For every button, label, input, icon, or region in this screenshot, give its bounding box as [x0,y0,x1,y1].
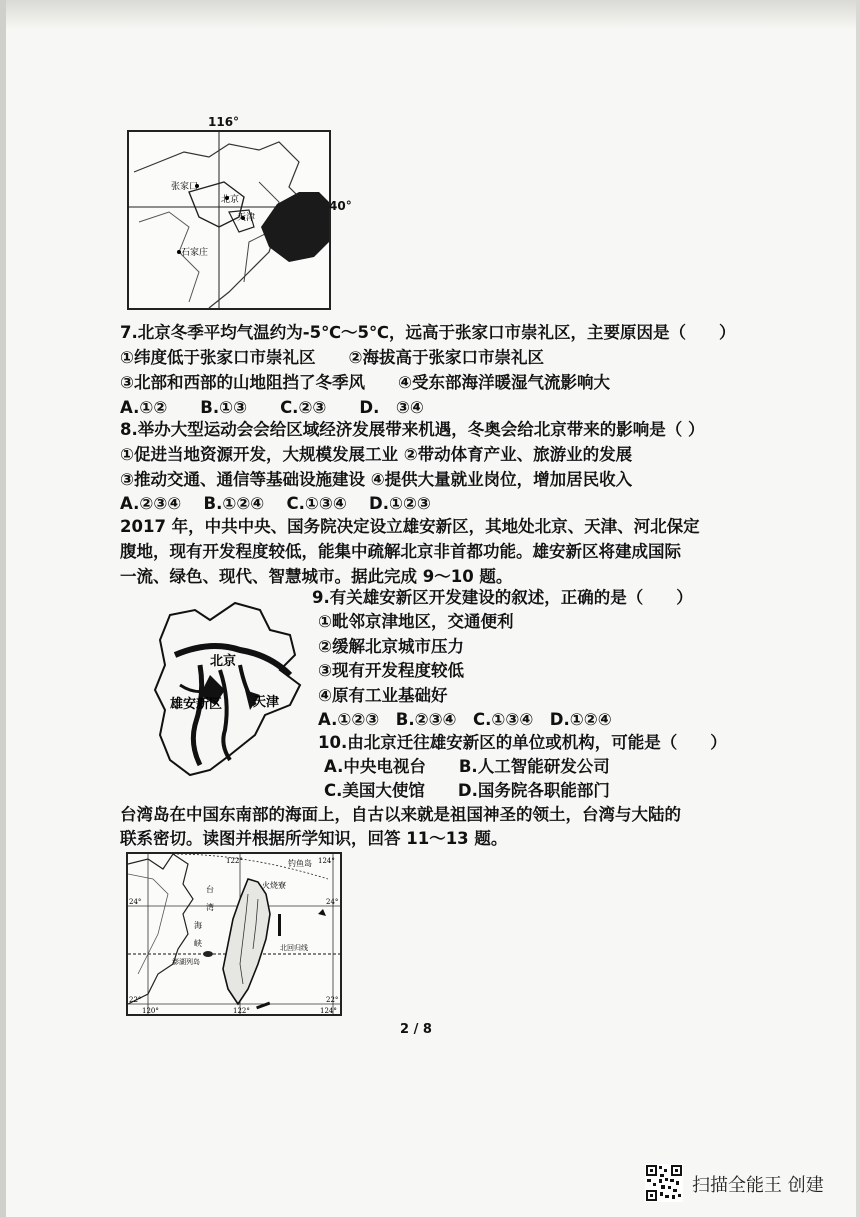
q10-options-2: C.美国大使馆 D.国务院各职能部门 [324,781,610,800]
xiongan-sketch-map [150,595,315,785]
q8-options-1: ①促进当地资源开发，大规模发展工业 ②带动体育产业、旅游业的发展 [120,445,633,464]
map3-label-tropic: 北回归线 [280,944,308,952]
q8-answers: A.②③④ B.①②④ C.①③④ D.①②③ [120,494,431,513]
map3-label-tai: 台 [206,885,214,894]
q9-option-1: ①毗邻京津地区，交通便利 [318,612,514,631]
passage1-line2: 腹地，现有开发程度较低，能集中疏解北京非首都功能。雄安新区将建成国际 [120,542,681,561]
map3-tick-bottom-120: 120° [142,1007,159,1014]
q8-options-2: ③推动交通、通信等基础设施建设 ④提供大量就业岗位，增加居民收入 [120,470,633,489]
q9-answers: A.①②③ B.②③④ C.①③④ D.①②④ [318,710,612,729]
passage2-line1: 台湾岛在中国东南部的海面上，自古以来就是祖国神圣的领土，台湾与大陆的 [120,805,681,824]
passage1-line1: 2017 年，中共中央、国务院决定设立雄安新区，其地处北京、天津、河北保定 [120,517,700,536]
map3-label-xia: 峡 [194,939,202,948]
q10-options-1: A.中央电视台 B.人工智能研发公司 [324,757,610,776]
map3-tick-right-22: 22° [326,996,339,1004]
city-label-tianjin: 天津 [237,213,256,223]
scanner-brand-text: 扫描全能王 创建 [692,1175,824,1196]
map3-label-wan: 湾 [206,903,214,912]
map3-label-penghu: 澎湖列岛 [172,958,200,966]
map3-tick-right-24: 24° [326,898,339,906]
map2-label-tianjin: 天津 [253,695,280,710]
passage2-line2: 联系密切。读图并根据所学知识，回答 11～13 题。 [120,829,508,848]
beijing-region-map [127,130,331,310]
map1-lon-label: 116° [208,115,240,129]
q7-options-1: ①纬度低于张家口市崇礼区 ②海拔高于张家口市崇礼区 [120,348,544,367]
qr-code-icon [645,1164,683,1202]
city-label-beijing: 北京 [221,195,240,205]
page-number: 2 / 8 [400,1022,432,1037]
q7-answers: A.①② B.①③ C.②③ D. ③④ [120,398,424,417]
map2-label-beijing: 北京 [210,654,237,669]
map3-tick-left-24: 24° [129,898,142,906]
map3-label-hai: 海 [194,921,202,930]
q7-stem: 7.北京冬季平均气温约为-5℃～5℃，远高于张家口市崇礼区，主要原因是（ ） [120,323,736,342]
q9-stem: 9.有关雄安新区开发建设的叙述，正确的是（ ） [312,588,693,607]
scan-edge-right [856,0,860,1217]
city-label-zhangjiakou: 张家口 [171,182,199,192]
map3-tick-top-122: 122° [226,857,243,865]
map3-tick-left-22: 22° [129,996,142,1004]
map3-tick-bottom-124: 124° [320,1007,337,1014]
passage1-line3: 一流、绿色、现代、智慧城市。据此完成 9～10 题。 [120,567,513,586]
scan-shadow [0,0,860,30]
map3-tick-bottom-122: 122° [233,1007,250,1014]
map1-lat-label: 40° [329,199,352,213]
city-label-shijiazhuang: 石家庄 [181,248,209,258]
q10-stem: 10.由北京迁往雄安新区的单位或机构，可能是（ ） [318,733,727,752]
map3-label-diaoyudao: 钓鱼岛 [288,859,312,868]
q9-option-2: ②缓解北京城市压力 [318,637,464,656]
map3-label-huoshaoliao: 火烧寮 [262,881,286,890]
q9-option-4: ④原有工业基础好 [318,686,448,705]
map2-label-xiongan: 雄安新区 [170,697,223,712]
taiwan-map [126,852,342,1016]
q8-stem: 8.举办大型运动会会给区域经济发展带来机遇，冬奥会给北京带来的影响是（ ） [120,420,705,439]
map3-tick-top-124: 124° [318,857,335,865]
q7-options-2: ③北部和西部的山地阻挡了冬季风 ④受东部海洋暖湿气流影响大 [120,373,610,392]
scan-edge-left [0,0,6,1217]
q9-option-3: ③现有开发程度较低 [318,661,464,680]
